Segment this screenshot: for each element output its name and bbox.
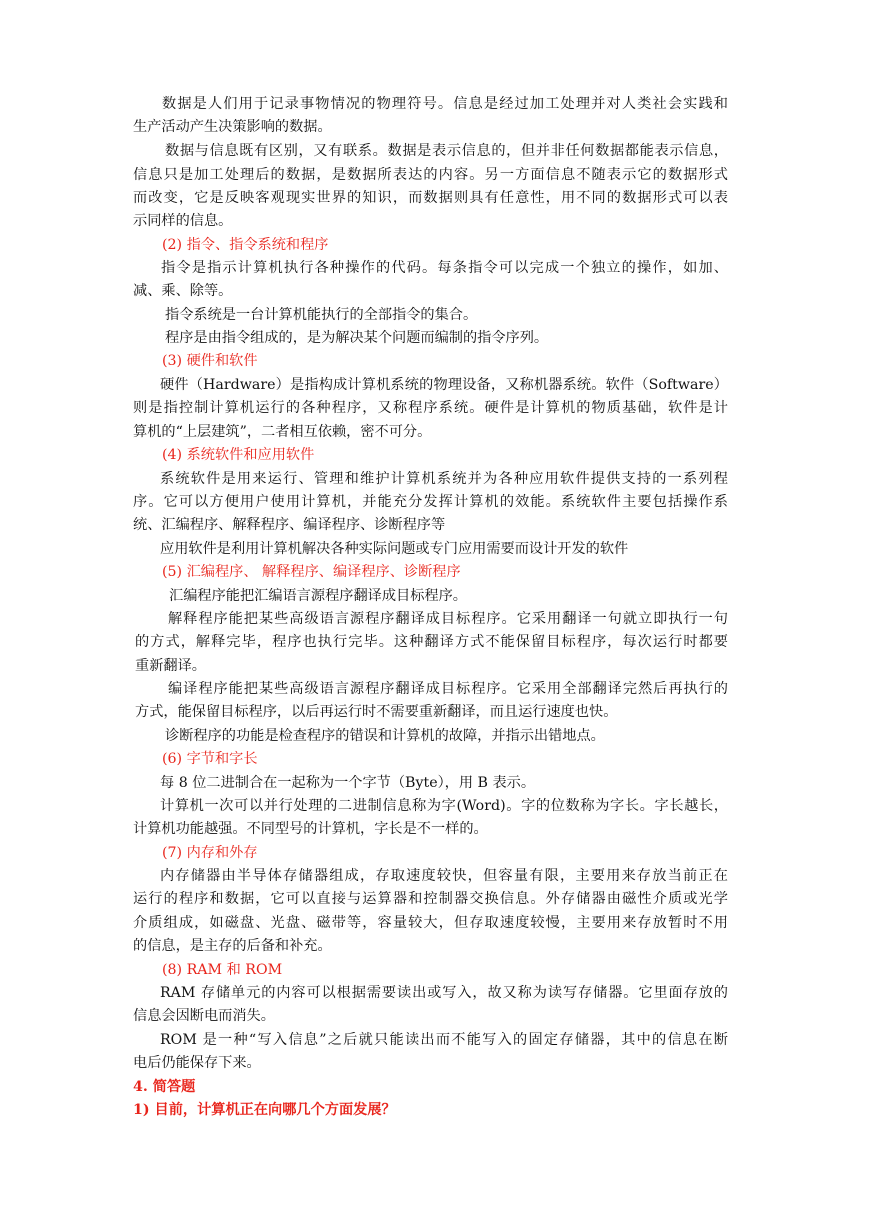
text-line: 信息会因断电而消失。 <box>133 1008 275 1024</box>
text-line: 方式，能保留目标程序，以后再运行时不需要重新翻译，而且运行速度也快。 <box>135 704 618 720</box>
text-line: 计算机一次可以并行处理的二进制信息称为字(Word)。字的位数称为字长。字长越长， <box>160 798 728 814</box>
section-heading: (4) 系统软件和应用软件 <box>162 447 315 463</box>
text-line: 解释程序能把某些高级语言源程序翻译成目标程序。它采用翻译一句就立即执行一句 <box>168 611 728 627</box>
text-line: 数据是人们用于记录事物情况的物理符号。信息是经过加工处理并对人类社会实践和 <box>162 96 728 112</box>
section-heading: (8) RAM 和 ROM <box>162 962 283 978</box>
text-line: 指令是指示计算机执行各种操作的代码。每条指令可以完成一个独立的操作，如加、 <box>161 260 728 276</box>
text-line: 程序是由指令组成的，是为解决某个问题而编制的指令序列。 <box>165 330 549 346</box>
text-line: 数据与信息既有区别，又有联系。数据是表示信息的，但并非任何数据都能表示信息， <box>165 143 728 159</box>
text-line: 减、乘、除等。 <box>133 283 233 299</box>
text-line: 算机的“上层建筑”，二者相互依赖，密不可分。 <box>133 424 432 440</box>
text-line: 生产活动产生决策影响的数据。 <box>133 119 332 135</box>
text-line: 内存储器由半导体存储器组成，存取速度较快，但容量有限，主要用来存放当前正在 <box>160 868 728 884</box>
section-heading: (5) 汇编程序、 解释程序、编译程序、诊断程序 <box>162 564 461 580</box>
text-line: 编译程序能把某些高级语言源程序翻译成目标程序。它采用全部翻译完然后再执行的 <box>168 681 728 697</box>
section-heading: (7) 内存和外存 <box>162 845 258 861</box>
text-line: 硬件（Hardware）是指构成计算机系统的物理设备，又称机器系统。软件（Software） <box>160 377 728 393</box>
text-line: 而改变，它是反映客观现实世界的知识，而数据则具有任意性，用不同的数据形式可以表 <box>133 190 728 206</box>
section-heading: (2) 指令、指令系统和程序 <box>162 237 329 253</box>
text-line: 介质组成，如磁盘、光盘、磁带等，容量较大，但存取速度较慢，主要用来存放暂时不用 <box>133 915 728 931</box>
text-line: 电后仍能保存下来。 <box>133 1055 261 1071</box>
text-line: 运行的程序和数据，它可以直接与运算器和控制器交换信息。外存储器由磁性介质或光学 <box>133 891 728 907</box>
text-line: 重新翻译。 <box>135 658 206 674</box>
text-line: 指令系统是一台计算机能执行的全部指令的集合。 <box>165 307 478 323</box>
text-line: 应用软件是利用计算机解决各种实际问题或专门应用需要而设计开发的软件 <box>160 541 629 557</box>
text-line: 每 8 位二进制合在一起称为一个字节（Byte），用 B 表示。 <box>160 775 536 791</box>
section-heading: (6) 字节和字长 <box>162 751 258 767</box>
section-heading: (3) 硬件和软件 <box>162 353 258 369</box>
text-line: 则是指控制计算机运行的各种程序，又称程序系统。硬件是计算机的物质基础，软件是计 <box>133 400 728 416</box>
section-heading: 1) 目前，计算机正在向哪几个方面发展？ <box>133 1102 396 1118</box>
text-line: 序。它可以方便用户使用计算机，并能充分发挥计算机的效能。系统软件主要包括操作系 <box>133 494 728 510</box>
text-line: 汇编程序能把汇编语言源程序翻译成目标程序。 <box>169 588 467 604</box>
text-line: 示同样的信息。 <box>133 213 233 229</box>
text-line: 系统软件是用来运行、管理和维护计算机系统并为各种应用软件提供支持的一系列程 <box>160 471 728 487</box>
text-line: ROM 是一种“写入信息”之后就只能读出而不能写入的固定存储器，其中的信息在断 <box>160 1032 728 1048</box>
text-line: 的方式，解释完毕，程序也执行完毕。这种翻译方式不能保留目标程序，每次运行时都要 <box>135 634 728 650</box>
text-line: 诊断程序的功能是检查程序的错误和计算机的故障，并指示出错地点。 <box>165 728 605 744</box>
text-line: 信息只是加工处理后的数据，是数据所表达的内容。另一方面信息不随表示它的数据形式 <box>133 167 728 183</box>
text-line: 的信息，是主存的后备和补充。 <box>133 938 332 954</box>
section-heading: 4. 简答题 <box>133 1079 196 1095</box>
text-line: RAM 存储单元的内容可以根据需要读出或写入，故又称为读写存储器。它里面存放的 <box>160 985 728 1001</box>
text-line: 计算机功能越强。不同型号的计算机，字长是不一样的。 <box>133 821 488 837</box>
text-line: 统、汇编程序、解释程序、编译程序、诊断程序等 <box>133 517 446 533</box>
